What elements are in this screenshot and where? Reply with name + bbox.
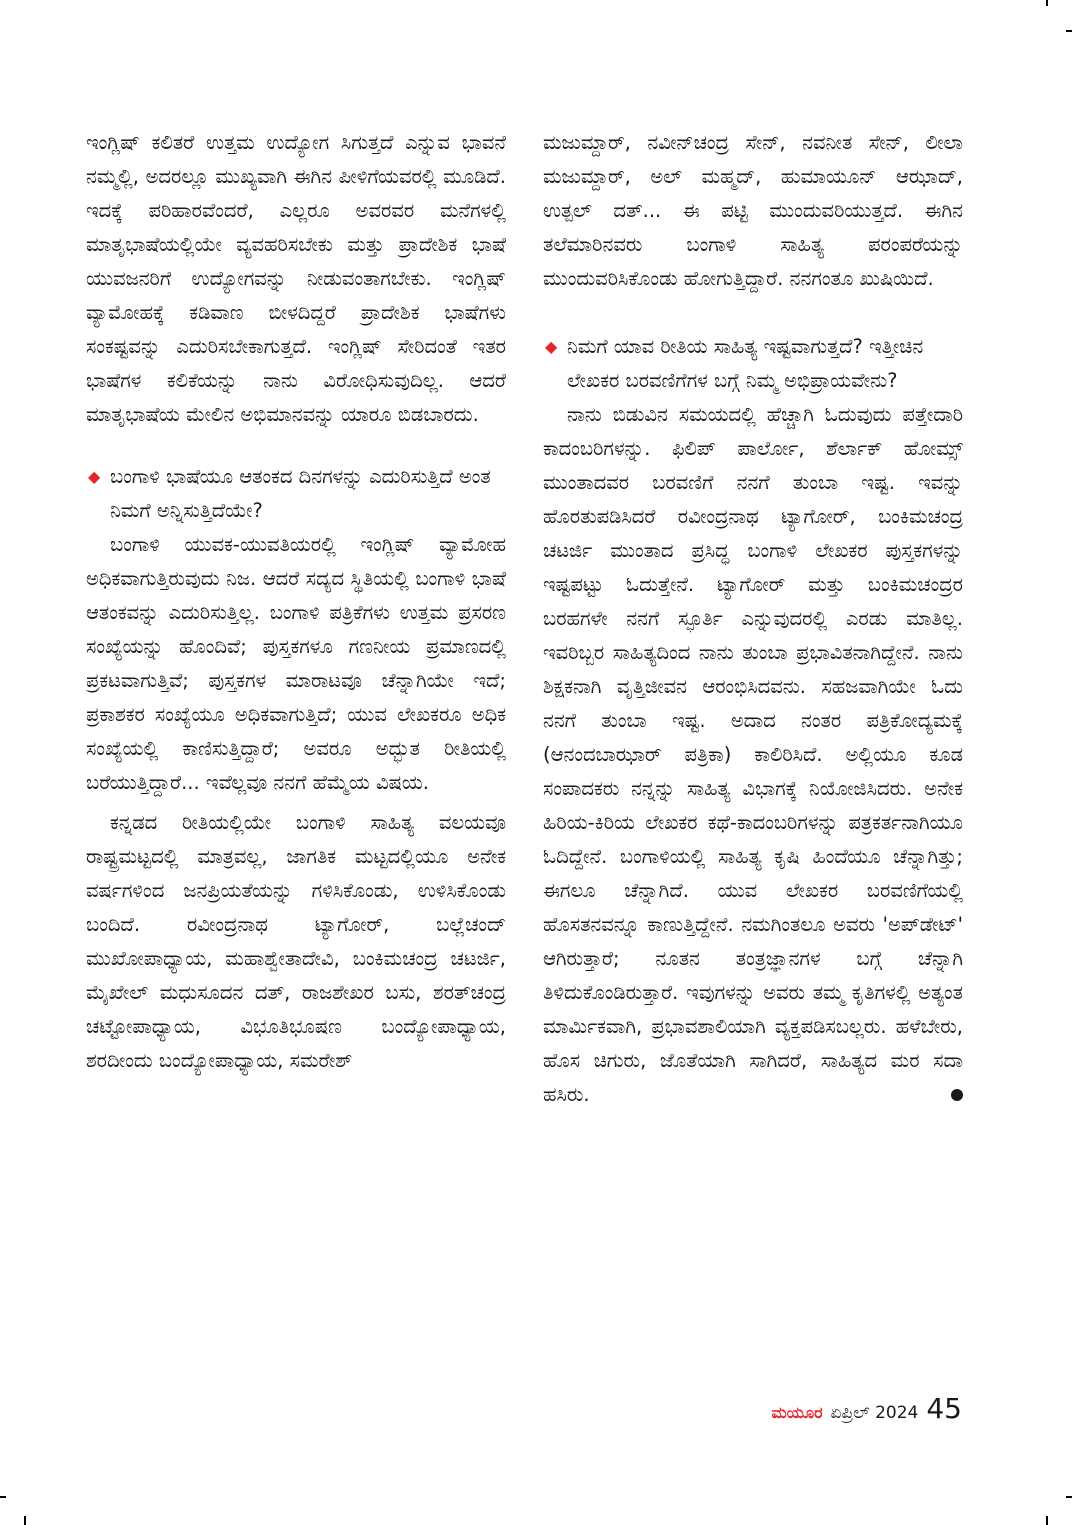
answer-paragraph bbox=[543, 398, 963, 1112]
crop-mark-left-bottom bbox=[0, 1496, 6, 1498]
crop-mark-top bbox=[1046, 0, 1048, 6]
answer-paragraph: ಬಂಗಾಳಿ ಯುವಕ-ಯುವತಿಯರಲ್ಲಿ ಇಂಗ್ಲಿಷ್ ವ್ಯಾಮೋಹ ಅಧಿಕವಾಗುತ್ತಿರುವುದು ನಿಜ. ಆದರೆ ಸದ್ಯದ ಸ್ಥಿತಿಯಲ್ಲಿ ಬಂಗಾಳಿ ಭಾಷೆ ಆತಂಕವನ್ನು ಎದುರಿಸುತ್ತಿಲ್ಲ. ಬಂಗಾಳಿ ಪತ್ರಿಕೆಗಳು ಉತ್ತಮ ಪ್ರಸರಣ ಸಂಖ್ಯೆಯನ್ನು ಹೊಂದಿವೆ; ಪುಸ್ತಕಗಳೂ ಗಣನೀಯ ಪ್ರಮಾಣದಲ್ಲಿ ಪ್ರಕಟವಾಗುತ್ತಿವೆ; ಪುಸ್ತಕಗಳ ಮಾರಾಟವೂ ಚೆನ್ನಾಗಿಯೇ ಇದೆ; ಪ್ರಕಾಶಕರ ಸಂಖ್ಯೆಯೂ ಅಧಿಕವಾಗುತ್ತಿದೆ; ಯುವ ಲೇಖಕರೂ ಅಧಿಕ ಸಂಖ್ಯೆಯಲ್ಲಿ ಕಾಣಿಸುತ್ತಿದ್ದಾರೆ; ಅವರೂ ಅದ್ಭುತ ರೀತಿಯಲ್ಲಿ ಬರೆಯುತ್ತಿದ್ದಾರೆ... ಇವೆಲ್ಲವೂ ನನಗೆ ಹೆಮ್ಮೆಯ ವಿಷಯ. bbox=[86, 533, 506, 794]
crop-mark-right-top bbox=[1066, 30, 1072, 32]
diamond-bullet-icon: ◆ bbox=[545, 337, 558, 356]
body-paragraph: ಇಂಗ್ಲಿಷ್ ಕಲಿತರೆ ಉತ್ತಮ ಉದ್ಯೋಗ ಸಿಗುತ್ತದೆ ಎನ್ನುವ ಭಾವನೆ ನಮ್ಮಲ್ಲಿ, ಅದರಲ್ಲೂ ಮುಖ್ಯವಾಗಿ ಈಗಿನ ಪೀಳಿಗೆಯವರಲ್ಲಿ ಮೂಡಿದೆ. ಇದಕ್ಕೆ ಪರಿಹಾರವೆಂದರೆ, ಎಲ್ಲರೂ ಅವರವರ ಮನೆಗಳಲ್ಲಿ ಮಾತೃಭಾಷೆಯಲ್ಲಿಯೇ ವ್ಯವಹರಿಸಬೇಕು ಮತ್ತು ಪ್ರಾದೇಶಿಕ ಭಾಷೆ ಯುವಜನರಿಗೆ ಉದ್ಯೋಗವನ್ನು ನೀಡುವಂತಾಗಬೇಕು. ಇಂಗ್ಲಿಷ್ ವ್ಯಾಮೋಹಕ್ಕೆ ಕಡಿವಾಣ ಬೀಳದಿದ್ದರೆ ಪ್ರಾದೇಶಿಕ ಭಾಷೆಗಳು ಸಂಕಷ್ಟವನ್ನು ಎದುರಿಸಬೇಕಾಗುತ್ತದೆ. ಇಂಗ್ಲಿಷ್ ಸೇರಿದಂತೆ ಇತರ ಭಾಷೆಗಳ ಕಲಿಕೆಯನ್ನು ನಾನು ವಿರೋಧಿಸುವುದಿಲ್ಲ. ಆದರೆ ಮಾತೃಭಾಷೆಯ ಮೇಲಿನ ಅಭಿಮಾನವನ್ನು ಯಾರೂ ಬಿಡಬಾರದು. bbox=[86, 131, 506, 426]
question-text: ನಿಮಗೆ ಯಾವ ರೀತಿಯ ಸಾಹಿತ್ಯ ಇಷ್ಟವಾಗುತ್ತದೆ? ಇತ್ತೀಚಿನ ಲೇಖಕರ ಬರವಣಿಗೆಗಳ ಬಗ್ಗೆ ನಿಮ್ಮ ಅಭಿಪ್ರಾಯವೇನು? bbox=[567, 335, 924, 392]
page-footer bbox=[772, 1392, 962, 1432]
left-column bbox=[86, 126, 506, 1078]
interview-question bbox=[543, 330, 963, 398]
issue-date: ಏಪ್ರಿಲ್ 2024 bbox=[830, 1403, 919, 1423]
question-text: ಬಂಗಾಳಿ ಭಾಷೆಯೂ ಆತಂಕದ ದಿನಗಳನ್ನು ಎದುರಿಸುತ್ತಿದೆ ಅಂತ ನಿಮಗೆ ಅನ್ನಿಸುತ್ತಿದೆಯೇ? bbox=[110, 465, 491, 522]
crop-mark-bottom bbox=[24, 1516, 26, 1525]
answer-paragraph: ಕನ್ನಡದ ರೀತಿಯಲ್ಲಿಯೇ ಬಂಗಾಳಿ ಸಾಹಿತ್ಯ ವಲಯವೂ ರಾಷ್ಟ್ರಮಟ್ಟದಲ್ಲಿ ಮಾತ್ರವಲ್ಲ, ಜಾಗತಿಕ ಮಟ್ಟದಲ್ಲಿಯೂ ಅನೇಕ ವರ್ಷಗಳಿಂದ ಜನಪ್ರಿಯತೆಯನ್ನು ಗಳಿಸಿಕೊಂಡು, ಉಳಿಸಿಕೊಂಡು ಬಂದಿದೆ. ರವೀಂದ್ರನಾಥ ಟ್ಯಾಗೋರ್, ಬಲ್ಲೆಚಂದ್ ಮುಖೋಪಾಧ್ಯಾಯ, ಮಹಾಶ್ವೇತಾದೇವಿ, ಬಂಕಿಮಚಂದ್ರ ಚಟರ್ಜಿ, ಮೈಖೇಲ್ ಮಧುಸೂದನ ದತ್, ರಾಜಶೇಖರ ಬಸು, ಶರತ್‌ಚಂದ್ರ ಚಟ್ಟೋಪಾಧ್ಯಾಯ, ವಿಭೂತಿಭೂಷಣ ಬಂದ್ಯೋಪಾಧ್ಯಾಯ, ಶರದೀಂದು ಬಂದ್ಯೋಪಾಧ್ಯಾಯ, ಸಮರೇಶ್ bbox=[86, 811, 506, 1072]
page-number: 45 bbox=[926, 1392, 962, 1425]
diamond-bullet-icon: ◆ bbox=[88, 467, 101, 486]
right-column bbox=[543, 126, 963, 1112]
answer-text: ನಾನು ಬಿಡುವಿನ ಸಮಯದಲ್ಲಿ ಹೆಚ್ಚಾಗಿ ಓದುವುದು ಪತ್ತೇದಾರಿ ಕಾದಂಬರಿಗಳನ್ನು. ಫಿಲಿಪ್ ಪಾರ್ಲೋ, ಶೆರ್ಲಾಕ್ ಹೋಮ್ಸ್ ಮುಂತಾದವರ ಬರವಣಿಗೆ ನನಗೆ ತುಂಬಾ ಇಷ್ಟ. ಇವನ್ನು ಹೊರತುಪಡಿಸಿದರೆ ರವೀಂದ್ರನಾಥ ಟ್ಯಾಗೋರ್, ಬಂಕಿಮಚಂದ್ರ ಚಟರ್ಜಿ ಮುಂತಾದ ಪ್ರಸಿದ್ಧ ಬಂಗಾಳಿ ಲೇಖಕರ ಪುಸ್ತಕಗಳನ್ನು ಇಷ್ಟಪಟ್ಟು ಓದುತ್ತೇನೆ. ಟ್ಯಾಗೋರ್ ಮತ್ತು ಬಂಕಿಮಚಂದ್ರರ ಬರಹಗಳೇ ನನಗೆ ಸ್ಫೂರ್ತಿ ಎನ್ನುವುದರಲ್ಲಿ ಎರಡು ಮಾತಿಲ್ಲ. ಇವರಿಬ್ಬರ ಸಾಹಿತ್ಯದಿಂದ ನಾನು ತುಂಬಾ ಪ್ರಭಾವಿತನಾಗಿದ್ದೇನೆ. ನಾನು ಶಿಕ್ಷಕನಾಗಿ ವೃತ್ತಿಜೀವನ ಆರಂಭಿಸಿದವನು. ಸಹಜವಾಗಿಯೇ ಓದು ನನಗೆ ತುಂಬಾ ಇಷ್ಟ. ಅದಾದ ನಂತರ ಪತ್ರಿಕೋದ್ಯಮಕ್ಕೆ (ಆನಂದಬಾಝಾರ್ ಪತ್ರಿಕಾ) ಕಾಲಿರಿಸಿದೆ. ಅಲ್ಲಿಯೂ ಕೂಡ ಸಂಪಾದಕರು ನನ್ನನ್ನು ಸಾಹಿತ್ಯ ವಿಭಾಗಕ್ಕೆ ನಿಯೋಜಿಸಿದರು. ಅನೇಕ ಹಿರಿಯ-ಕಿರಿಯ ಲೇಖಕರ ಕಥೆ-ಕಾದಂಬರಿಗಳನ್ನು ಪತ್ರಕರ್ತನಾಗಿಯೂ ಓದಿದ್ದೇನೆ. ಬಂಗಾಳಿಯಲ್ಲಿ ಸಾಹಿತ್ಯ ಕೃಷಿ ಹಿಂದೆಯೂ ಚೆನ್ನಾಗಿತ್ತು; ಈಗಲೂ ಚೆನ್ನಾಗಿದೆ. ಯುವ ಲೇಖಕರ ಬರವಣಿಗೆಯಲ್ಲಿ ಹೊಸತನವನ್ನೂ ಕಾಣುತ್ತಿದ್ದೇನೆ. ನಮಗಿಂತಲೂ ಅವರು 'ಅಪ್‌ಡೇಟ್' ಆಗಿರುತ್ತಾರೆ; ನೂತನ ತಂತ್ರಜ್ಞಾನಗಳ ಬಗ್ಗೆ ಚೆನ್ನಾಗಿ ತಿಳಿದುಕೊಂಡಿರುತ್ತಾರೆ. ಇವುಗಳನ್ನು ಅವರು ತಮ್ಮ ಕೃತಿಗಳಲ್ಲಿ ಅತ್ಯಂತ ಮಾರ್ಮಿಕವಾಗಿ, ಪ್ರಭಾವಶಾಲಿಯಾಗಿ ವ್ಯಕ್ತಪಡಿಸಬಲ್ಲರು. ಹಳೆಬೇರು, ಹೊಸ ಚಿಗುರು, ಜೊತೆಯಾಗಿ ಸಾಗಿದರೆ, ಸಾಹಿತ್ಯದ ಮರ ಸದಾ ಹಸಿರು. bbox=[543, 403, 963, 1106]
end-dot-icon bbox=[951, 1089, 963, 1101]
interview-question bbox=[86, 460, 506, 528]
crop-mark-bottom-right bbox=[1046, 1516, 1048, 1525]
crop-mark-right-bottom bbox=[1066, 1496, 1072, 1498]
body-paragraph: ಮಜುಮ್ದಾರ್, ನವೀನ್‌ಚಂದ್ರ ಸೇನ್, ನವನೀತ ಸೇನ್, ಲೀಲಾ ಮಜುಮ್ದಾರ್, ಅಲ್ ಮಹ್ಮದ್, ಹುಮಾಯೂನ್ ಆಝಾದ್, ಉತ್ಪಲ್ ದತ್... ಈ ಪಟ್ಟಿ ಮುಂದುವರಿಯುತ್ತದೆ. ಈಗಿನ ತಲೆಮಾರಿನವರು ಬಂಗಾಳಿ ಸಾಹಿತ್ಯ ಪರಂಪರೆಯನ್ನು ಮುಂದುವರಿಸಿಕೊಂಡು ಹೋಗುತ್ತಿದ್ದಾರೆ. ನನಗಂತೂ ಖುಷಿಯಿದೆ. bbox=[543, 131, 963, 290]
magazine-brand: ಮಯೂರ bbox=[771, 1403, 823, 1422]
